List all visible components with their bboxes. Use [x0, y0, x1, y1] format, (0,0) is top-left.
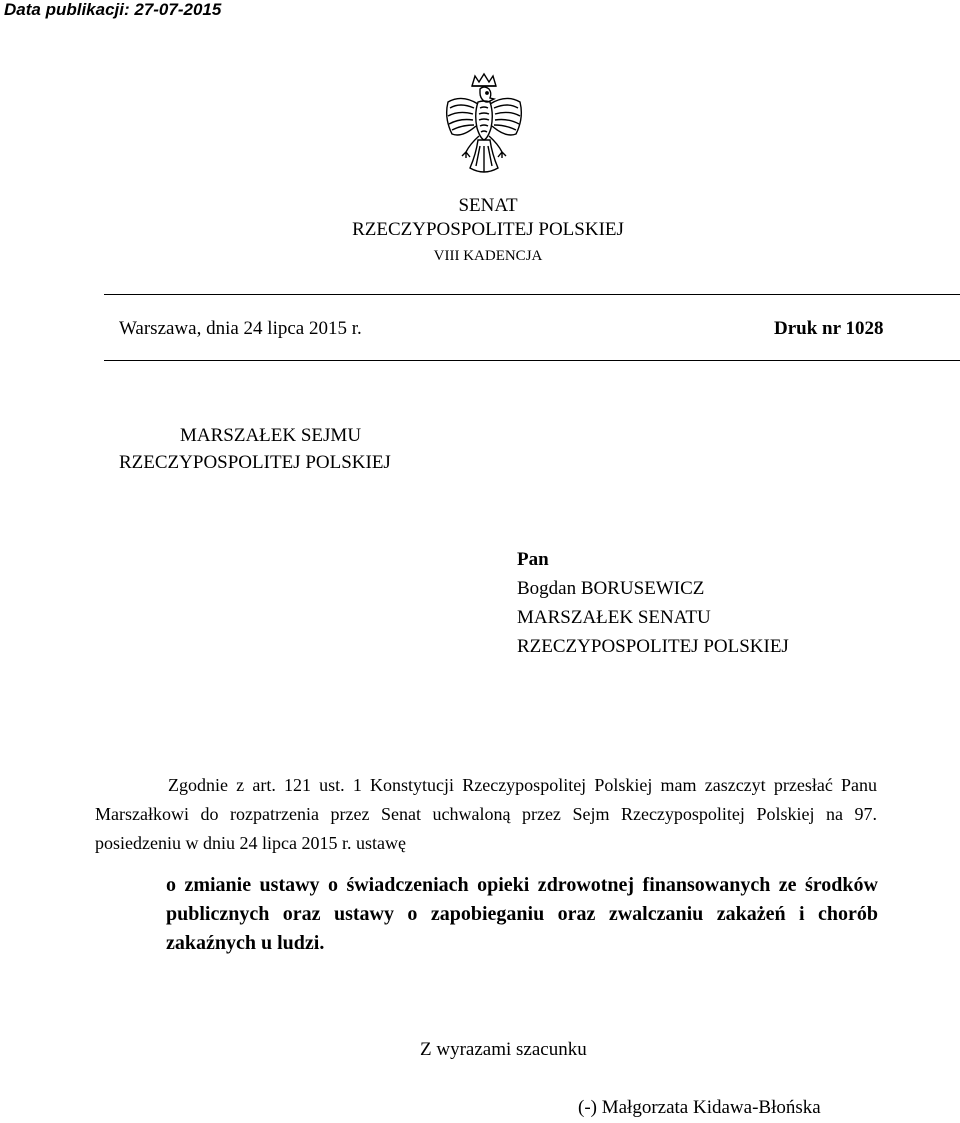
bottom-divider	[104, 360, 960, 361]
recipient-name: Bogdan BORUSEWICZ	[517, 578, 705, 599]
print-number: Druk nr 1028	[774, 318, 884, 339]
place-date: Warszawa, dnia 24 lipca 2015 r.	[119, 318, 362, 339]
letter-body	[95, 771, 877, 858]
recipient-title: MARSZAŁEK SENATU	[517, 607, 711, 628]
letter-body-paragraph: Zgodnie z art. 121 ust. 1 Konstytucji Rzeczypospolitej Polskiej mam zaszczyt przesłać Panu Marszałkowi do rozpatrzenia przez Senat uchwaloną przez Sejm Rzeczypospolitej Polskiej na 97. posiedzeniu w dniu 24 lipca 2015 r. ustawę	[95, 775, 877, 853]
top-divider	[104, 294, 960, 295]
sender-institution: RZECZYPOSPOLITEJ POLSKIEJ	[119, 452, 391, 473]
signature: (-) Małgorzata Kidawa-Błońska	[578, 1097, 821, 1118]
senate-country: RZECZYPOSPOLITEJ POLSKIEJ	[352, 219, 624, 240]
closing-phrase: Z wyrazami szacunku	[420, 1039, 587, 1060]
recipient-institution: RZECZYPOSPOLITEJ POLSKIEJ	[517, 636, 789, 657]
polish-eagle-emblem-icon	[440, 72, 528, 182]
senate-name: SENAT	[458, 195, 518, 216]
recipient-salutation: Pan	[517, 549, 549, 570]
act-title: o zmianie ustawy o świadczeniach opieki zdrowotnej finansowanych ze środków publicznych oraz ustawy o zapobieganiu oraz zwalczaniu zakażeń i chorób zakaźnych u ludzi.	[166, 874, 878, 954]
senate-term: VIII KADENCJA	[433, 248, 543, 264]
sender-title: MARSZAŁEK SEJMU	[180, 425, 362, 446]
publication-date: Data publikacji: 27-07-2015	[4, 0, 222, 19]
